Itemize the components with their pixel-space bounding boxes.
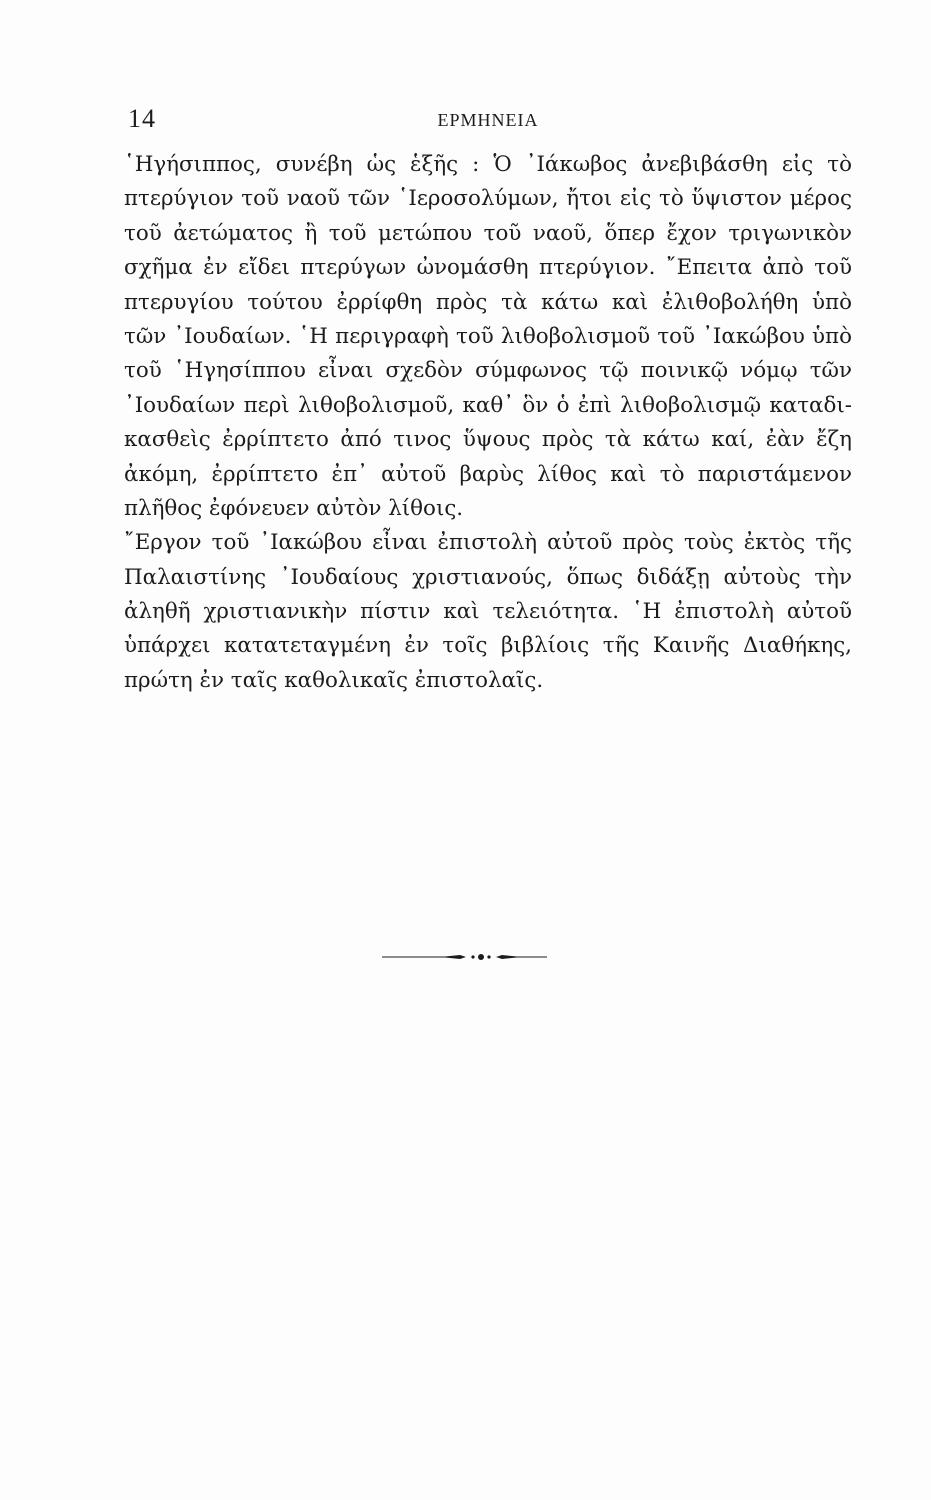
paragraph-start-line: ῎Εργον τοῦ ᾽Ιακώβου εἶναι ἐπιστολὴ αὐτοῦ πρὸς τοὺς ἐκτὸς τῆς (124, 530, 852, 556)
text-line: σχῆμα ἐν εἴδει πτερύγων ὠνομάσθη πτερύγιον. ῎Επειτα ἀπὸ τοῦ (124, 255, 852, 281)
running-title: ΕΡΜΗΝΕΙΑ (437, 110, 539, 130)
text-line: ᾽Ιουδαίων περὶ λιθοβολισμοῦ, καθ᾽ ὃν ὁ ἐπὶ λιθοβολισμῷ καταδι- (124, 392, 852, 418)
text-line: ὑπάρχει κατατεταγμένη ἐν τοῖς βιβλίοις τῆς Καινῆς Διαθήκης, (124, 633, 852, 659)
paragraph-end-line: πρώτη ἐν ταῖς καθολικαῖς ἐπιστολαῖς. (124, 667, 544, 693)
text-line: ἀκόμη, ἐρρίπτετο ἐπ᾽ αὐτοῦ βαρὺς λίθος καὶ τὸ παριστάμενον (124, 461, 852, 487)
text-line: πτερυγίου τούτου ἐρρίφθη πρὸς τὰ κάτω καὶ ἐλιθοβολήθη ὑπὸ (124, 289, 852, 315)
text-line: κασθεὶς ἐρρίπτετο ἀπό τινος ὕψους πρὸς τὰ κάτω καί, ἐὰν ἔζη (124, 427, 852, 453)
page-number: 14 (128, 104, 156, 133)
text-line: ῾Ηγήσιππος, συνέβη ὡς ἑξῆς : Ὁ ᾽Ιάκωβος ἀνεβιβάσθη εἰς τὸ (124, 152, 852, 177)
text-line: τοῦ ἀετώματος ἢ τοῦ μετώπου τοῦ ναοῦ, ὅπερ ἔχον τριγωνικὸν (124, 220, 852, 246)
text-line: τῶν ᾽Ιουδαίων. ῾Η περιγραφὴ τοῦ λιθοβολισμοῦ τοῦ ᾽Ιακώβου ὑπὸ (124, 323, 852, 349)
printers-rule-ornament-icon (382, 950, 547, 964)
text-line: ἀληθῆ χριστιανικὴν πίστιν καὶ τελειότητα. ῾Η ἐπιστολὴ αὐτοῦ (124, 599, 852, 625)
text-line: Παλαιστίνης ᾽Ιουδαίους χριστιανούς, ὅπως διδάξῃ αὐτοὺς τὴν (124, 564, 852, 590)
paragraph-end-line: πλῆθος ἐφόνευεν αὐτὸν λίθοις. (124, 495, 464, 521)
page-header (124, 104, 852, 140)
body-text (124, 148, 852, 698)
text-line: πτερύγιον τοῦ ναοῦ τῶν ῾Ιεροσολύμων, ἤτοι εἰς τὸ ὕψιστον μέρος (124, 186, 852, 212)
text-line: τοῦ ῾Ηγησίππου εἶναι σχεδὸν σύμφωνος τῷ ποινικῷ νόμῳ τῶν (124, 358, 852, 384)
